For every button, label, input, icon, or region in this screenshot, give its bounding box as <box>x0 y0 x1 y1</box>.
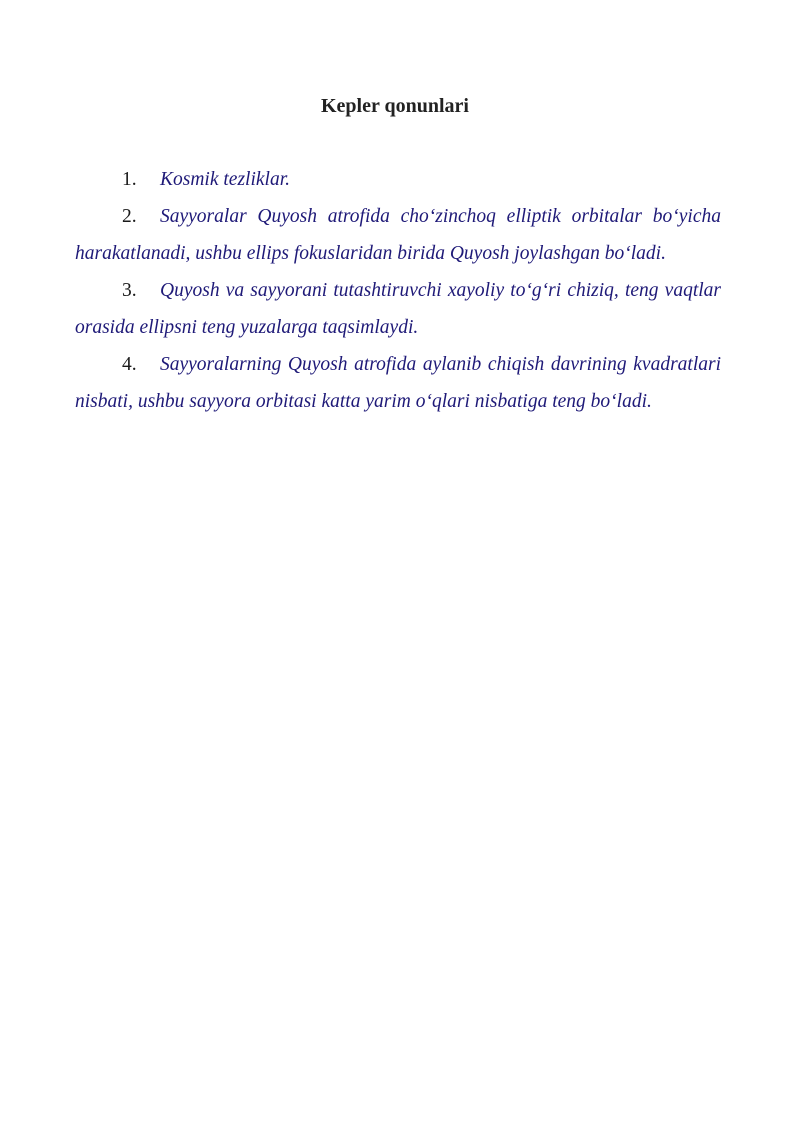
list-item <box>75 161 721 198</box>
list-item-text: Quyosh va sayyorani tutashtiruvchi xayoliy to‘g‘ri chiziq, teng vaqtlar orasida ellipsni teng yuzalarga taqsimlaydi. <box>75 280 721 338</box>
list-item-number: 4. <box>122 354 137 375</box>
list-item-text: Kosmik tezliklar. <box>160 169 290 190</box>
list-item-number: 2. <box>122 206 137 227</box>
list-item-text: Sayyoralar Quyosh atrofida cho‘zinchoq elliptik orbitalar bo‘yicha harakatlanadi, ushbu ellips fokuslaridan birida Quyosh joylashgan bo‘ladi. <box>75 206 721 264</box>
list-item <box>75 346 721 420</box>
page-title: Kepler qonunlari <box>321 95 469 117</box>
list-item-number: 3. <box>122 280 137 301</box>
list-item <box>75 272 721 346</box>
list-item-text: Sayyoralarning Quyosh atrofida aylanib chiqish davrining kvadratlari nisbati, ushbu sayyora orbitasi katta yarim o‘qlari nisbatiga teng bo‘ladi. <box>75 354 721 412</box>
list-item-number: 1. <box>122 169 137 190</box>
laws-list <box>75 161 721 420</box>
list-item <box>75 198 721 272</box>
